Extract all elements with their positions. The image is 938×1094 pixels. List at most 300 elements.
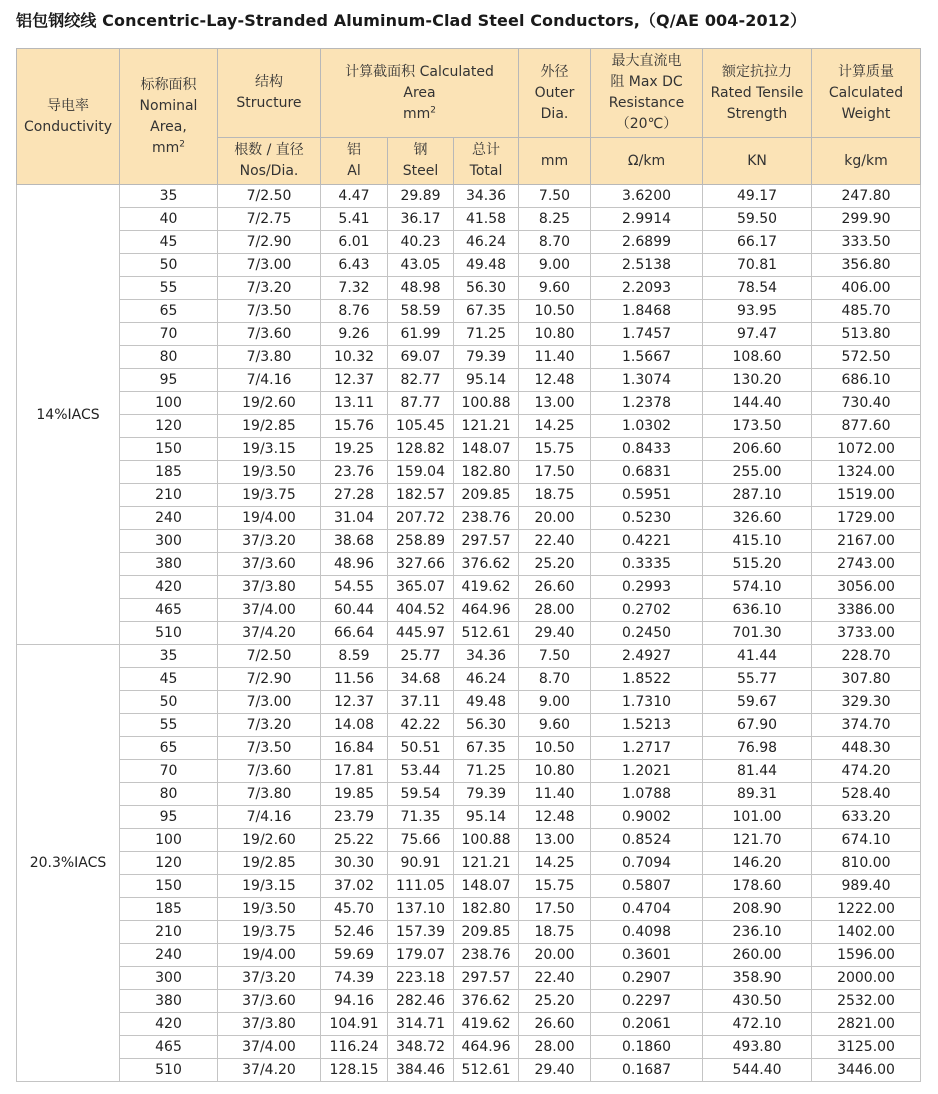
cell-total-area: 238.76: [454, 944, 519, 967]
cell-tensile-strength: 358.90: [703, 967, 812, 990]
cell-steel-area: 87.77: [388, 392, 454, 415]
cell-structure: 19/3.75: [218, 921, 321, 944]
cell-weight: 333.50: [812, 231, 921, 254]
cell-structure: 7/3.60: [218, 323, 321, 346]
cell-weight: 633.20: [812, 806, 921, 829]
cell-tensile-strength: 81.44: [703, 760, 812, 783]
unit-superscript: 2: [430, 104, 437, 115]
cell-tensile-strength: 173.50: [703, 415, 812, 438]
cell-structure: 7/3.60: [218, 760, 321, 783]
cell-nominal-area: 185: [120, 461, 218, 484]
header-outer-dia-en2: Dia.: [540, 105, 569, 122]
cell-total-area: 79.39: [454, 783, 519, 806]
cell-weight: 406.00: [812, 277, 921, 300]
cell-steel-area: 25.77: [388, 645, 454, 668]
cell-outer-dia: 17.50: [519, 898, 591, 921]
header-structure-sub-cn: 根数 / 直径: [234, 142, 304, 158]
cell-dc-resistance: 1.8468: [591, 300, 703, 323]
cell-dc-resistance: 2.2093: [591, 277, 703, 300]
cell-al-area: 104.91: [321, 1013, 388, 1036]
cell-dc-resistance: 0.1687: [591, 1059, 703, 1082]
table-row: [17, 507, 921, 530]
cell-outer-dia: 14.25: [519, 415, 591, 438]
cell-outer-dia: 22.40: [519, 530, 591, 553]
header-calc-area-line2: Area: [403, 84, 436, 101]
table-row: [17, 208, 921, 231]
cell-al-area: 37.02: [321, 875, 388, 898]
cell-dc-resistance: 1.7310: [591, 691, 703, 714]
cell-outer-dia: 26.60: [519, 576, 591, 599]
header-tensile-cn: 额定抗拉力: [722, 63, 793, 80]
cell-steel-area: 157.39: [388, 921, 454, 944]
cell-al-area: 12.37: [321, 369, 388, 392]
cell-nominal-area: 120: [120, 415, 218, 438]
cell-steel-area: 58.59: [388, 300, 454, 323]
cell-al-area: 94.16: [321, 990, 388, 1013]
cell-steel-area: 223.18: [388, 967, 454, 990]
cell-dc-resistance: 0.2061: [591, 1013, 703, 1036]
cell-al-area: 4.47: [321, 185, 388, 208]
cell-al-area: 30.30: [321, 852, 388, 875]
table-row: [17, 645, 921, 668]
cell-al-area: 48.96: [321, 553, 388, 576]
cell-structure: 37/3.80: [218, 576, 321, 599]
cell-nominal-area: 185: [120, 898, 218, 921]
cell-steel-area: 48.98: [388, 277, 454, 300]
cell-steel-area: 40.23: [388, 231, 454, 254]
header-tensile: [703, 49, 812, 138]
cell-dc-resistance: 0.4098: [591, 921, 703, 944]
cell-total-area: 46.24: [454, 231, 519, 254]
cell-dc-resistance: 0.8524: [591, 829, 703, 852]
cell-outer-dia: 26.60: [519, 1013, 591, 1036]
cell-tensile-strength: 260.00: [703, 944, 812, 967]
cell-tensile-strength: 701.30: [703, 622, 812, 645]
cell-total-area: 71.25: [454, 323, 519, 346]
cell-weight: 485.70: [812, 300, 921, 323]
cell-nominal-area: 210: [120, 921, 218, 944]
header-nominal-area-cn: 标称面积: [140, 76, 197, 93]
cell-structure: 37/3.60: [218, 990, 321, 1013]
cell-dc-resistance: 0.2297: [591, 990, 703, 1013]
cell-weight: 686.10: [812, 369, 921, 392]
cell-weight: 474.20: [812, 760, 921, 783]
cell-steel-area: 69.07: [388, 346, 454, 369]
cell-structure: 37/3.20: [218, 530, 321, 553]
cell-structure: 19/3.50: [218, 461, 321, 484]
cell-structure: 37/4.00: [218, 599, 321, 622]
cell-weight: 247.80: [812, 185, 921, 208]
cell-al-area: 10.32: [321, 346, 388, 369]
cell-structure: 7/2.50: [218, 185, 321, 208]
cell-total-area: 41.58: [454, 208, 519, 231]
cell-steel-area: 314.71: [388, 1013, 454, 1036]
cell-outer-dia: 12.48: [519, 369, 591, 392]
cell-weight: 1596.00: [812, 944, 921, 967]
cell-structure: 7/2.90: [218, 231, 321, 254]
cell-al-area: 45.70: [321, 898, 388, 921]
cell-tensile-strength: 415.10: [703, 530, 812, 553]
cell-tensile-strength: 144.40: [703, 392, 812, 415]
header-conductivity: [17, 49, 120, 185]
cell-total-area: 209.85: [454, 484, 519, 507]
cell-total-area: 148.07: [454, 875, 519, 898]
cell-outer-dia: 9.60: [519, 714, 591, 737]
cell-weight: 356.80: [812, 254, 921, 277]
cell-tensile-strength: 41.44: [703, 645, 812, 668]
cell-weight: 1729.00: [812, 507, 921, 530]
cell-tensile-strength: 121.70: [703, 829, 812, 852]
cell-weight: 1324.00: [812, 461, 921, 484]
cell-nominal-area: 300: [120, 530, 218, 553]
header-steel: [388, 138, 454, 185]
cell-outer-dia: 17.50: [519, 461, 591, 484]
table-row: [17, 760, 921, 783]
cell-outer-dia: 10.80: [519, 760, 591, 783]
cell-tensile-strength: 574.10: [703, 576, 812, 599]
cell-al-area: 7.32: [321, 277, 388, 300]
cell-outer-dia: 29.40: [519, 1059, 591, 1082]
cell-nominal-area: 465: [120, 599, 218, 622]
cell-al-area: 15.76: [321, 415, 388, 438]
cell-dc-resistance: 0.5230: [591, 507, 703, 530]
cell-total-area: 56.30: [454, 714, 519, 737]
cell-weight: 877.60: [812, 415, 921, 438]
cell-total-area: 46.24: [454, 668, 519, 691]
cell-al-area: 13.11: [321, 392, 388, 415]
cell-al-area: 8.76: [321, 300, 388, 323]
cell-weight: 674.10: [812, 829, 921, 852]
cell-steel-area: 111.05: [388, 875, 454, 898]
cell-tensile-strength: 206.60: [703, 438, 812, 461]
cell-weight: 730.40: [812, 392, 921, 415]
table-row: [17, 185, 921, 208]
header-tensile-en1: Rated Tensile: [710, 84, 804, 101]
cell-steel-area: 445.97: [388, 622, 454, 645]
cell-steel-area: 82.77: [388, 369, 454, 392]
cell-tensile-strength: 66.17: [703, 231, 812, 254]
cell-dc-resistance: 1.0302: [591, 415, 703, 438]
cell-dc-resistance: 0.3601: [591, 944, 703, 967]
header-steel-en: Steel: [402, 163, 439, 179]
cell-steel-area: 71.35: [388, 806, 454, 829]
header-conductivity-cn: 导电率: [47, 97, 89, 114]
cell-dc-resistance: 0.5951: [591, 484, 703, 507]
cell-nominal-area: 100: [120, 829, 218, 852]
table-row: [17, 1013, 921, 1036]
cell-outer-dia: 7.50: [519, 645, 591, 668]
cell-total-area: 56.30: [454, 277, 519, 300]
cell-structure: 7/3.50: [218, 300, 321, 323]
table-row: [17, 691, 921, 714]
cell-al-area: 116.24: [321, 1036, 388, 1059]
cell-tensile-strength: 76.98: [703, 737, 812, 760]
header-outer-dia-en1: Outer: [534, 84, 575, 101]
cell-nominal-area: 420: [120, 576, 218, 599]
cell-structure: 19/2.85: [218, 415, 321, 438]
header-tensile-unit: KN: [703, 138, 812, 185]
cell-structure: 7/4.16: [218, 806, 321, 829]
cell-tensile-strength: 287.10: [703, 484, 812, 507]
cell-outer-dia: 28.00: [519, 599, 591, 622]
cell-al-area: 19.85: [321, 783, 388, 806]
cell-total-area: 100.88: [454, 392, 519, 415]
cell-outer-dia: 29.40: [519, 622, 591, 645]
cell-nominal-area: 510: [120, 622, 218, 645]
table-row: [17, 1036, 921, 1059]
cell-total-area: 34.36: [454, 185, 519, 208]
cell-steel-area: 37.11: [388, 691, 454, 714]
cell-outer-dia: 13.00: [519, 392, 591, 415]
table-header: [17, 49, 921, 185]
cell-weight: 2167.00: [812, 530, 921, 553]
cell-steel-area: 75.66: [388, 829, 454, 852]
page-title: 铝包钢绞线 Concentric-Lay-Stranded Aluminum-Clad Steel Conductors,（Q/AE 004-2012）: [16, 11, 807, 30]
cell-outer-dia: 15.75: [519, 438, 591, 461]
cell-tensile-strength: 326.60: [703, 507, 812, 530]
header-outer-dia-cn: 外径: [540, 63, 569, 80]
cell-total-area: 67.35: [454, 737, 519, 760]
header-al: [321, 138, 388, 185]
cell-dc-resistance: 0.2993: [591, 576, 703, 599]
cell-tensile-strength: 55.77: [703, 668, 812, 691]
cell-dc-resistance: 1.2021: [591, 760, 703, 783]
cell-tensile-strength: 544.40: [703, 1059, 812, 1082]
cell-weight: 1402.00: [812, 921, 921, 944]
cell-tensile-strength: 636.10: [703, 599, 812, 622]
cell-outer-dia: 9.60: [519, 277, 591, 300]
cell-structure: 19/2.60: [218, 392, 321, 415]
cell-steel-area: 61.99: [388, 323, 454, 346]
cell-tensile-strength: 146.20: [703, 852, 812, 875]
cell-weight: 3056.00: [812, 576, 921, 599]
cell-weight: 299.90: [812, 208, 921, 231]
cell-steel-area: 59.54: [388, 783, 454, 806]
cell-nominal-area: 50: [120, 691, 218, 714]
table-row: [17, 852, 921, 875]
cell-nominal-area: 240: [120, 507, 218, 530]
cell-al-area: 31.04: [321, 507, 388, 530]
table-row: [17, 622, 921, 645]
cell-weight: 448.30: [812, 737, 921, 760]
cell-nominal-area: 45: [120, 668, 218, 691]
cell-total-area: 100.88: [454, 829, 519, 852]
cell-structure: 19/3.75: [218, 484, 321, 507]
header-structure-sub-en: Nos/Dia.: [239, 163, 299, 179]
cell-dc-resistance: 0.4704: [591, 898, 703, 921]
table-row: [17, 599, 921, 622]
cell-structure: 37/4.20: [218, 622, 321, 645]
cell-dc-resistance: 1.7457: [591, 323, 703, 346]
table-row: [17, 530, 921, 553]
table-row: [17, 346, 921, 369]
cell-structure: 19/3.50: [218, 898, 321, 921]
cell-tensile-strength: 430.50: [703, 990, 812, 1013]
cell-al-area: 52.46: [321, 921, 388, 944]
cell-structure: 19/3.15: [218, 438, 321, 461]
cell-dc-resistance: 3.6200: [591, 185, 703, 208]
cell-dc-resistance: 1.5667: [591, 346, 703, 369]
table-row: [17, 231, 921, 254]
cell-nominal-area: 380: [120, 990, 218, 1013]
cell-total-area: 376.62: [454, 553, 519, 576]
header-weight: [812, 49, 921, 138]
cell-total-area: 95.14: [454, 806, 519, 829]
cell-steel-area: 29.89: [388, 185, 454, 208]
cell-steel-area: 43.05: [388, 254, 454, 277]
cell-al-area: 66.64: [321, 622, 388, 645]
table-row: [17, 323, 921, 346]
table-row: [17, 392, 921, 415]
cell-tensile-strength: 70.81: [703, 254, 812, 277]
cell-structure: 37/3.20: [218, 967, 321, 990]
cell-nominal-area: 55: [120, 277, 218, 300]
cell-structure: 7/3.80: [218, 783, 321, 806]
cell-al-area: 27.28: [321, 484, 388, 507]
cell-steel-area: 282.46: [388, 990, 454, 1013]
cell-weight: 989.40: [812, 875, 921, 898]
cell-outer-dia: 9.00: [519, 254, 591, 277]
header-max-dc-unit: Ω/km: [591, 138, 703, 185]
cell-outer-dia: 7.50: [519, 185, 591, 208]
table-row: [17, 254, 921, 277]
cell-al-area: 128.15: [321, 1059, 388, 1082]
cell-dc-resistance: 1.8522: [591, 668, 703, 691]
cell-weight: 1519.00: [812, 484, 921, 507]
cell-total-area: 376.62: [454, 990, 519, 1013]
cell-total-area: 209.85: [454, 921, 519, 944]
cell-total-area: 121.21: [454, 852, 519, 875]
cell-structure: 7/2.50: [218, 645, 321, 668]
cell-al-area: 25.22: [321, 829, 388, 852]
cell-dc-resistance: 1.3074: [591, 369, 703, 392]
cell-outer-dia: 28.00: [519, 1036, 591, 1059]
table-row: [17, 875, 921, 898]
cell-outer-dia: 8.25: [519, 208, 591, 231]
cell-dc-resistance: 0.7094: [591, 852, 703, 875]
cell-outer-dia: 9.00: [519, 691, 591, 714]
cell-structure: 7/3.00: [218, 691, 321, 714]
cell-al-area: 38.68: [321, 530, 388, 553]
cell-total-area: 34.36: [454, 645, 519, 668]
table-row: [17, 806, 921, 829]
cell-structure: 7/3.00: [218, 254, 321, 277]
cell-steel-area: 258.89: [388, 530, 454, 553]
cell-tensile-strength: 59.67: [703, 691, 812, 714]
header-nominal-area-en1: Nominal: [139, 97, 198, 114]
cell-structure: 37/3.60: [218, 553, 321, 576]
cell-total-area: 148.07: [454, 438, 519, 461]
cell-al-area: 54.55: [321, 576, 388, 599]
cell-al-area: 9.26: [321, 323, 388, 346]
cell-structure: 19/2.60: [218, 829, 321, 852]
cell-dc-resistance: 0.4221: [591, 530, 703, 553]
cell-dc-resistance: 2.9914: [591, 208, 703, 231]
cell-steel-area: 50.51: [388, 737, 454, 760]
cell-outer-dia: 11.40: [519, 346, 591, 369]
cell-weight: 572.50: [812, 346, 921, 369]
table-row: [17, 438, 921, 461]
table-row: [17, 300, 921, 323]
cell-structure: 7/3.80: [218, 346, 321, 369]
cell-dc-resistance: 0.3335: [591, 553, 703, 576]
table-row: [17, 714, 921, 737]
cell-steel-area: 182.57: [388, 484, 454, 507]
cell-outer-dia: 10.80: [519, 323, 591, 346]
header-calc-area-line1: 计算截面积 Calculated: [345, 63, 494, 80]
cell-tensile-strength: 255.00: [703, 461, 812, 484]
spec-table: [16, 48, 921, 1082]
cell-tensile-strength: 178.60: [703, 875, 812, 898]
cell-outer-dia: 13.00: [519, 829, 591, 852]
cell-weight: 3733.00: [812, 622, 921, 645]
cell-total-area: 297.57: [454, 967, 519, 990]
cell-tensile-strength: 67.90: [703, 714, 812, 737]
cell-tensile-strength: 49.17: [703, 185, 812, 208]
cell-tensile-strength: 130.20: [703, 369, 812, 392]
cell-structure: 19/4.00: [218, 944, 321, 967]
cell-weight: 810.00: [812, 852, 921, 875]
cell-weight: 513.80: [812, 323, 921, 346]
cell-al-area: 23.76: [321, 461, 388, 484]
conductivity-group-label: 14%IACS: [17, 185, 120, 645]
cell-al-area: 12.37: [321, 691, 388, 714]
header-weight-en2: Weight: [841, 105, 891, 122]
cell-al-area: 11.56: [321, 668, 388, 691]
cell-nominal-area: 150: [120, 875, 218, 898]
cell-nominal-area: 70: [120, 323, 218, 346]
cell-dc-resistance: 0.2907: [591, 967, 703, 990]
cell-al-area: 8.59: [321, 645, 388, 668]
cell-nominal-area: 35: [120, 185, 218, 208]
header-nominal-area-unit: $mm^2$: [151, 138, 185, 156]
cell-total-area: 79.39: [454, 346, 519, 369]
table-row: [17, 415, 921, 438]
cell-total-area: 49.48: [454, 691, 519, 714]
cell-total-area: 512.61: [454, 622, 519, 645]
cell-weight: 2000.00: [812, 967, 921, 990]
table-row: [17, 967, 921, 990]
cell-total-area: 464.96: [454, 599, 519, 622]
cell-outer-dia: 22.40: [519, 967, 591, 990]
cell-tensile-strength: 515.20: [703, 553, 812, 576]
cell-outer-dia: 10.50: [519, 737, 591, 760]
cell-outer-dia: 15.75: [519, 875, 591, 898]
cell-weight: 3446.00: [812, 1059, 921, 1082]
table-row: [17, 783, 921, 806]
cell-total-area: 95.14: [454, 369, 519, 392]
cell-al-area: 19.25: [321, 438, 388, 461]
header-nominal-area-en2: Area,: [150, 118, 187, 135]
table-row: [17, 553, 921, 576]
cell-nominal-area: 95: [120, 806, 218, 829]
cell-nominal-area: 510: [120, 1059, 218, 1082]
cell-weight: 2821.00: [812, 1013, 921, 1036]
cell-dc-resistance: 0.1860: [591, 1036, 703, 1059]
cell-structure: 19/2.85: [218, 852, 321, 875]
cell-steel-area: 384.46: [388, 1059, 454, 1082]
cell-al-area: 14.08: [321, 714, 388, 737]
cell-outer-dia: 14.25: [519, 852, 591, 875]
cell-steel-area: 53.44: [388, 760, 454, 783]
table-row: [17, 737, 921, 760]
cell-nominal-area: 55: [120, 714, 218, 737]
cell-nominal-area: 150: [120, 438, 218, 461]
cell-structure: 7/2.75: [218, 208, 321, 231]
cell-total-area: 464.96: [454, 1036, 519, 1059]
cell-steel-area: 36.17: [388, 208, 454, 231]
header-outer-dia-unit: mm: [519, 138, 591, 185]
